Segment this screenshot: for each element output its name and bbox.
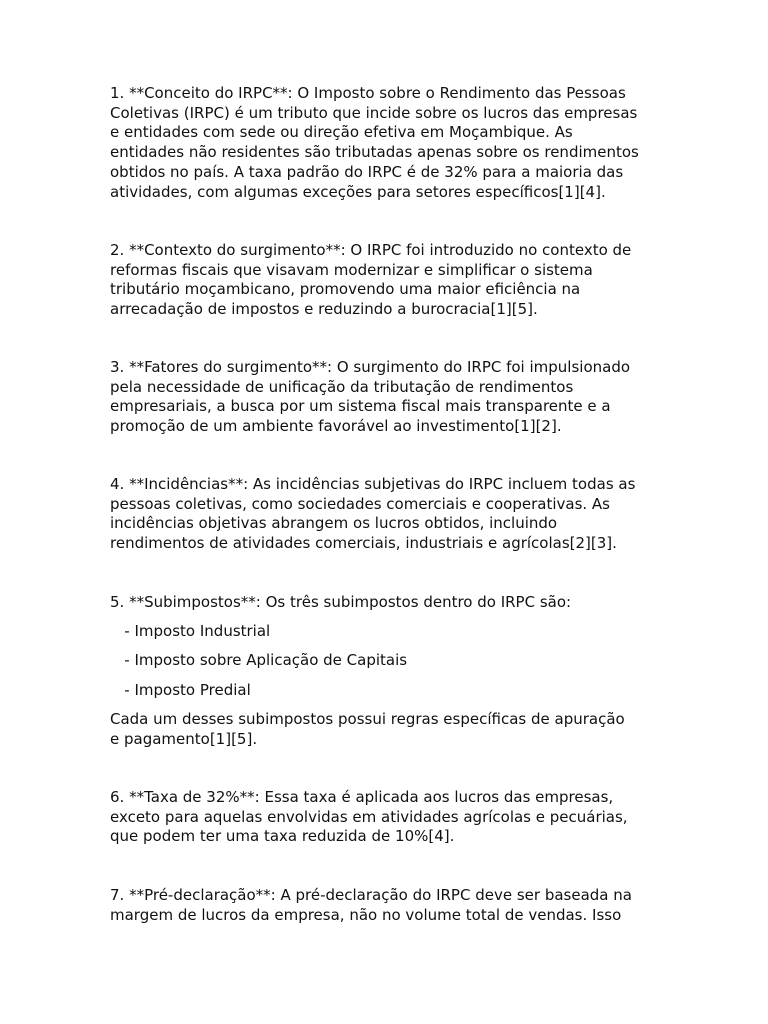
paragraph-conceito-irpc: 1. **Conceito do IRPC**: O Imposto sobre o Rendimento das Pessoas Coletivas (IRPC) é um tributo que incide sobre os lucros das empresas e entidades com sede ou direção efetiva em Moçambique. As entidades não residentes são tributadas apenas sobre os rendimentos obtidos no país. A taxa padrão do IRPC é de 32% para a maioria das atividades, com algumas exceções para setores específicos[1][4]. bbox=[110, 84, 639, 201]
list-item: - Imposto Predial bbox=[110, 681, 251, 699]
subimpostos-intro: 5. **Subimpostos**: Os três subimpostos dentro do IRPC são: bbox=[110, 593, 572, 611]
list-item: - Imposto sobre Aplicação de Capitais bbox=[110, 651, 408, 669]
subimpostos-closing: Cada um desses subimpostos possui regras específicas de apuração e pagamento[1][5]. bbox=[110, 710, 625, 748]
list-item: - Imposto Industrial bbox=[110, 622, 271, 640]
paragraph-fatores-surgimento: 3. **Fatores do surgimento**: O surgimento do IRPC foi impulsionado pela necessidade de unificação da tributação de rendimentos empresariais, a busca por um sistema fiscal mais transparente e a promoção de um ambiente favorável ao investimento[1][2]. bbox=[110, 358, 631, 436]
paragraph-incidencias: 4. **Incidências**: As incidências subjetivas do IRPC incluem todas as pessoas coletivas, como sociedades comerciais e cooperativas. As incidências objetivas abrangem os lucros obtidos, incluindo rendimentos de atividades comerciais, industriais e agrícolas[2][3]. bbox=[110, 475, 636, 553]
paragraph-pre-declaracao: 7. **Pré-declaração**: A pré-declaração do IRPC deve ser baseada na margem de lucros da empresa, não no volume total de vendas. Isso bbox=[110, 886, 632, 924]
paragraph-contexto-surgimento: 2. **Contexto do surgimento**: O IRPC foi introduzido no contexto de reformas fiscais que visavam modernizar e simplificar o sistema tributário moçambicano, promovendo uma maior eficiência na arrecadação de impostos e reduzindo a burocracia[1][5]. bbox=[110, 241, 632, 319]
paragraph-taxa-32: 6. **Taxa de 32%**: Essa taxa é aplicada aos lucros das empresas, exceto para aquelas envolvidas em atividades agrícolas e pecuárias, que podem ter uma taxa reduzida de 10%[4]. bbox=[110, 788, 628, 846]
